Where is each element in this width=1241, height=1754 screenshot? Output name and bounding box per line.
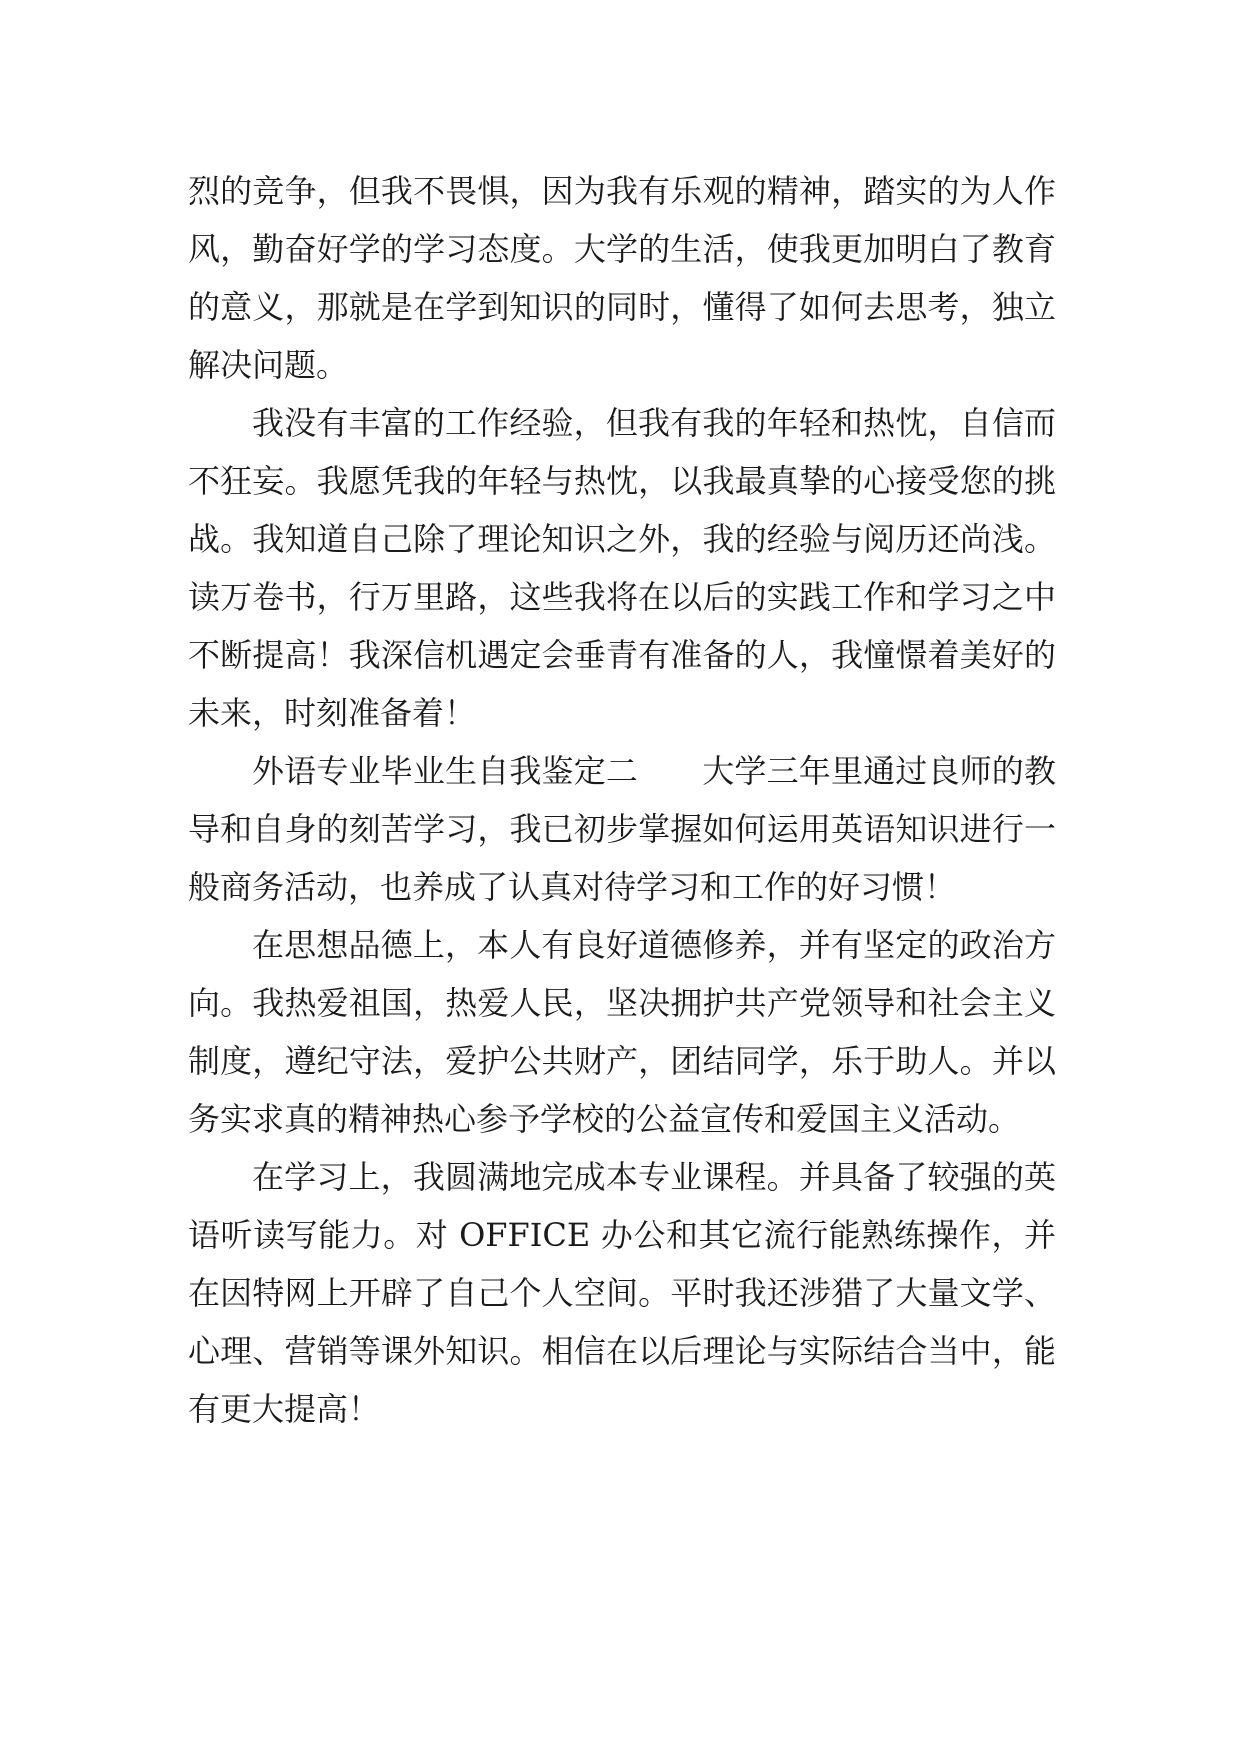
- paragraph-5: 在学习上，我圆满地完成本专业课程。并具备了较强的英语听读写能力。对 OFFICE 办公和其它流行能熟练操作，并在因特网上开辟了自己个人空间。平时我还涉猎了大量文学、心理、营销等课外知识。相信在以后理论与实际结合当中，能有更大提高！: [188, 1158, 1056, 1428]
- paragraph-2: 我没有丰富的工作经验，但我有我的年轻和热忱，自信而不狂妄。我愿凭我的年轻与热忱，以我最真挚的心接受您的挑战。我知道自己除了理论知识之外，我的经验与阅历还尚浅。读万卷书，行万里路，这些我将在以后的实践工作和学习之中不断提高！我深信机遇定会垂青有准备的人，我憧憬着美好的未来，时刻准备着！: [188, 404, 1056, 732]
- paragraph-3: [188, 742, 1056, 916]
- document-body: [188, 162, 1056, 1438]
- paragraph-3-text: 大学三年里通过良师的教导和自身的刻苦学习，我已初步掌握如何运用英语知识进行一般商务活动，也养成了认真对待学习和工作的好习惯！: [188, 752, 1056, 906]
- section-heading: 外语专业毕业生自我鉴定二: [252, 752, 639, 790]
- paragraph-1: 烈的竞争，但我不畏惧，因为我有乐观的精神，踏实的为人作风，勤奋好学的学习态度。大学的生活，使我更加明白了教育的意义，那就是在学到知识的同时，懂得了如何去思考，独立解决问题。: [188, 172, 1056, 384]
- paragraph-4: 在思想品德上，本人有良好道德修养，并有坚定的政治方向。我热爱祖国，热爱人民，坚决拥护共产党领导和社会主义制度，遵纪守法，爱护公共财产，团结同学，乐于助人。并以务实求真的精神热心参予学校的公益宣传和爱国主义活动。: [188, 926, 1056, 1138]
